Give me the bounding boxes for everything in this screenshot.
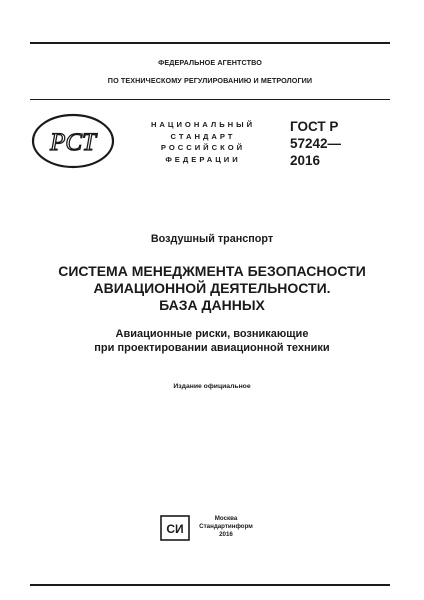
top-rule	[30, 42, 390, 44]
subtitle-line: при проектировании авиационной техники	[94, 341, 330, 354]
document-subject: Воздушный транспорт	[150, 233, 274, 245]
standard-line: НАЦИОНАЛЬНЫЙ	[150, 120, 256, 129]
publisher-line: Стандартинформ	[199, 523, 253, 531]
rst-logo-icon	[30, 112, 116, 170]
gost-designation	[290, 118, 390, 169]
national-standard-label	[138, 119, 268, 165]
gost-line: 57242—	[290, 136, 342, 151]
publisher-info	[196, 515, 256, 540]
subtitle-line: Авиационные риски, возникающие	[115, 328, 309, 340]
gost-line: 2016	[290, 153, 321, 168]
agency-line-1: ФЕДЕРАЛЬНОЕ АГЕНТСТВО	[158, 58, 262, 67]
publisher-logo-icon	[160, 515, 190, 541]
standard-line: РОССИЙСКОЙ	[160, 143, 246, 153]
edition-label: Издание официальное	[173, 383, 251, 390]
title-line: БАЗА ДАННЫХ	[159, 297, 265, 313]
publisher-line: Москва	[214, 515, 238, 522]
publisher-logo-text: СИ	[166, 522, 184, 536]
header-rule	[30, 99, 390, 100]
rst-logo-text: РСТ	[50, 129, 96, 156]
document-subtitle	[20, 328, 404, 355]
bottom-rule	[30, 584, 390, 586]
standard-line: ФЕДЕРАЦИИ	[165, 154, 241, 164]
agency-line-2: ПО ТЕХНИЧЕСКОМУ РЕГУЛИРОВАНИЮ И МЕТРОЛОГИИ	[107, 76, 313, 85]
title-line: СИСТЕМА МЕНЕДЖМЕНТА БЕЗОПАСНОСТИ	[58, 263, 366, 279]
publisher-line: 2016	[219, 531, 233, 539]
gost-line: ГОСТ Р	[290, 119, 339, 134]
standard-line: СТАНДАРТ	[170, 131, 236, 141]
document-title	[20, 263, 404, 314]
title-line: АВИАЦИОННОЙ ДЕЯТЕЛЬНОСТИ.	[93, 280, 331, 296]
